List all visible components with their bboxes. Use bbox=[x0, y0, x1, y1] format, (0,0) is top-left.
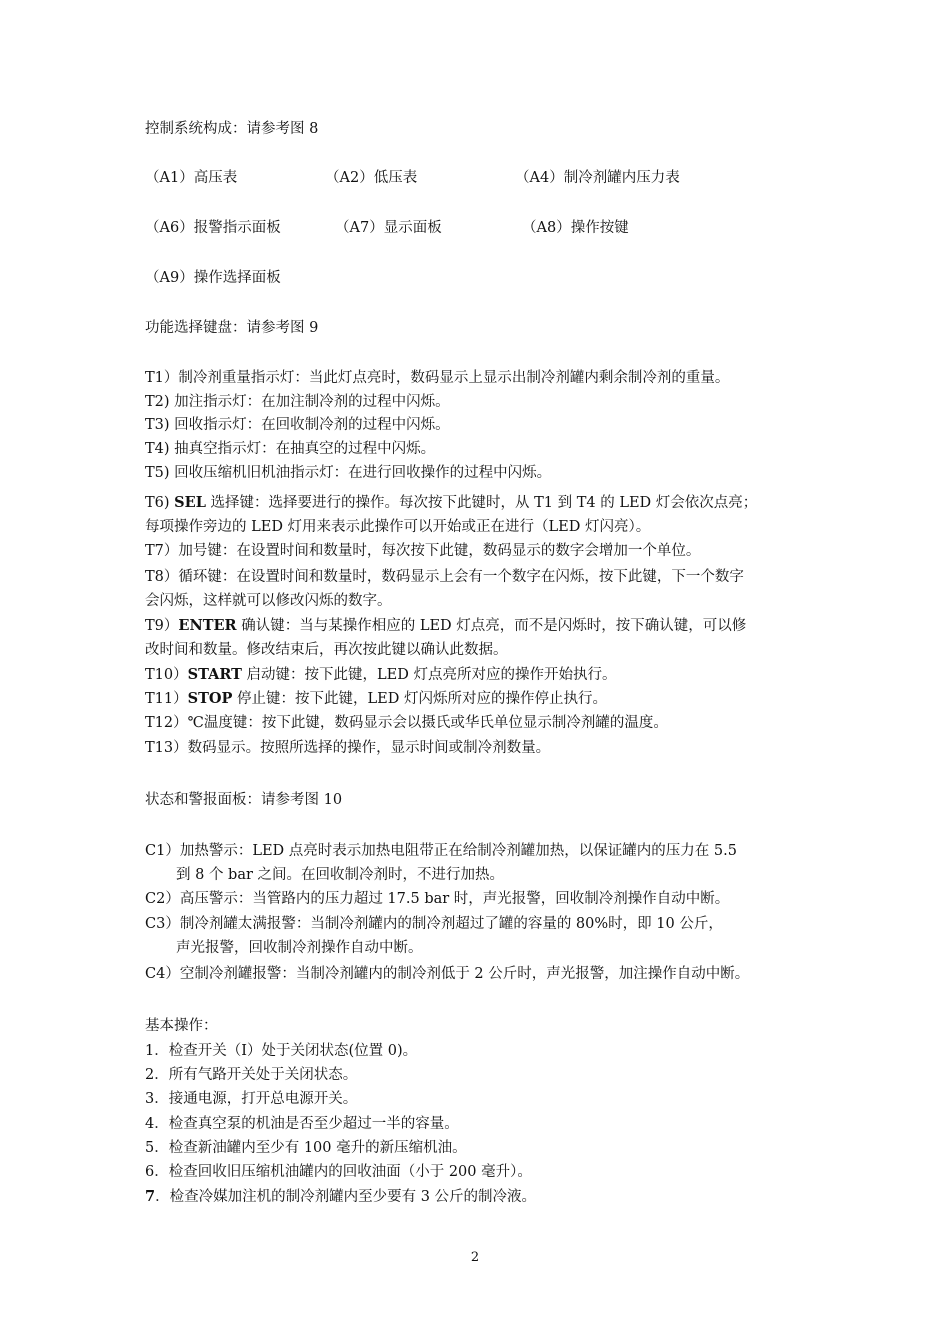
t10-prefix: T10） bbox=[145, 667, 188, 683]
item-t5: T5) 回收压缩机旧机油指示灯：在进行回收操作的过程中闪烁。 bbox=[145, 465, 552, 481]
item-t9-continued: 改时间和数量。修改结束后，再次按此键以确认此数据。 bbox=[145, 642, 508, 658]
item-t11 bbox=[145, 688, 607, 710]
t11-key-name: STOP bbox=[187, 690, 233, 707]
component-a6: （A6）报警指示面板 bbox=[145, 220, 281, 236]
keyboard-heading: 功能选择键盘：请参考图 9 bbox=[145, 320, 319, 336]
item-t8-continued: 会闪烁，这样就可以修改闪烁的数字。 bbox=[145, 593, 392, 609]
step-7-text: ．检查冷媒加注机的制冷剂罐内至少要有 3 公斤的制冷液。 bbox=[155, 1189, 537, 1205]
control-system-heading: 控制系统构成：请参考图 8 bbox=[145, 121, 319, 137]
component-a4: （A4）制冷剂罐内压力表 bbox=[515, 170, 680, 186]
component-a2: （A2）低压表 bbox=[325, 170, 418, 186]
item-c3: C3）制冷剂罐太满报警：当制冷剂罐内的制冷剂超过了罐的容量的 80%时，即 10 公斤， bbox=[145, 916, 723, 932]
item-c3-continued: 声光报警，回收制冷剂操作自动中断。 bbox=[176, 940, 423, 956]
basic-step-5: 5．检查新油罐内至少有 100 毫升的新压缩机油。 bbox=[145, 1140, 467, 1156]
item-t1: T1）制冷剂重量指示灯：当此灯点亮时，数码显示上显示出制冷剂罐内剩余制冷剂的重量。 bbox=[145, 370, 730, 386]
t10-text: 启动键：按下此键，LED 灯点亮所对应的操作开始执行。 bbox=[241, 667, 617, 683]
item-c4: C4）空制冷剂罐报警：当制冷剂罐内的制冷剂低于 2 公斤时，声光报警，加注操作自动中断。 bbox=[145, 966, 750, 982]
basic-step-3: 3．接通电源，打开总电源开关。 bbox=[145, 1091, 358, 1107]
item-t7: T7）加号键：在设置时间和数量时，每次按下此键，数码显示的数字会增加一个单位。 bbox=[145, 543, 701, 559]
item-t8: T8）循环键：在设置时间和数量时，数码显示上会有一个数字在闪烁，按下此键，下一个数字 bbox=[145, 569, 744, 585]
step-7-number: 7 bbox=[145, 1188, 156, 1205]
basic-step-7 bbox=[145, 1186, 536, 1208]
t11-text: 停止键：按下此键，LED 灯闪烁所对应的操作停止执行。 bbox=[232, 691, 607, 707]
item-t2: T2) 加注指示灯：在加注制冷剂的过程中闪烁。 bbox=[145, 394, 450, 410]
item-t9 bbox=[145, 615, 746, 637]
page-number: 2 bbox=[470, 1250, 480, 1265]
basic-step-4: 4．检查真空泵的机油是否至少超过一半的容量。 bbox=[145, 1116, 459, 1132]
basic-operation-heading: 基本操作： bbox=[145, 1018, 218, 1034]
item-c1-continued: 到 8 个 bar 之间。在回收制冷剂时，不进行加热。 bbox=[176, 867, 505, 883]
item-t13: T13）数码显示。按照所选择的操作，显示时间或制冷剂数量。 bbox=[145, 740, 551, 756]
alarm-panel-heading: 状态和警报面板：请参考图 10 bbox=[145, 792, 343, 808]
t10-key-name: START bbox=[187, 666, 242, 683]
basic-step-6: 6．检查回收旧压缩机油罐内的回收油面（小于 200 毫升）。 bbox=[145, 1164, 532, 1180]
item-t12: T12）℃温度键：按下此键，数码显示会以摄氏或华氏单位显示制冷剂罐的温度。 bbox=[145, 715, 668, 731]
t11-prefix: T11） bbox=[145, 691, 188, 707]
item-t6 bbox=[145, 492, 757, 514]
item-t6-continued: 每项操作旁边的 LED 灯用来表示此操作可以开始或正在进行（LED 灯闪亮）。 bbox=[145, 519, 651, 535]
t9-key-name: ENTER bbox=[178, 617, 237, 634]
item-c2: C2）高压警示：当管路内的压力超过 17.5 bar 时，声光报警，回收制冷剂操作自动中断。 bbox=[145, 891, 730, 907]
t9-text: 确认键：当与某操作相应的 LED 灯点亮，而不是闪烁时，按下确认键，可以修 bbox=[236, 618, 747, 634]
component-a8: （A8）操作按键 bbox=[522, 220, 629, 236]
component-a1: （A1）高压表 bbox=[145, 170, 238, 186]
basic-step-2: 2．所有气路开关处于关闭状态。 bbox=[145, 1067, 358, 1083]
t6-text: 选择键：选择要进行的操作。每次按下此键时，从 T1 到 T4 的 LED 灯会依次点亮； bbox=[205, 495, 758, 511]
item-t10 bbox=[145, 664, 617, 686]
t6-prefix: T6) bbox=[145, 495, 175, 511]
t6-key-name: SEL bbox=[174, 494, 206, 511]
item-t4: T4) 抽真空指示灯：在抽真空的过程中闪烁。 bbox=[145, 441, 436, 457]
t9-prefix: T9） bbox=[145, 618, 179, 634]
basic-step-1: 1．检查开关（I）处于关闭状态(位置 0)。 bbox=[145, 1043, 418, 1059]
item-t3: T3) 回收指示灯：在回收制冷剂的过程中闪烁。 bbox=[145, 417, 450, 433]
component-a9: （A9）操作选择面板 bbox=[145, 270, 281, 286]
component-a7: （A7）显示面板 bbox=[335, 220, 442, 236]
item-c1: C1）加热警示：LED 点亮时表示加热电阻带正在给制冷剂罐加热，以保证罐内的压力在 5.5 bbox=[145, 843, 737, 859]
